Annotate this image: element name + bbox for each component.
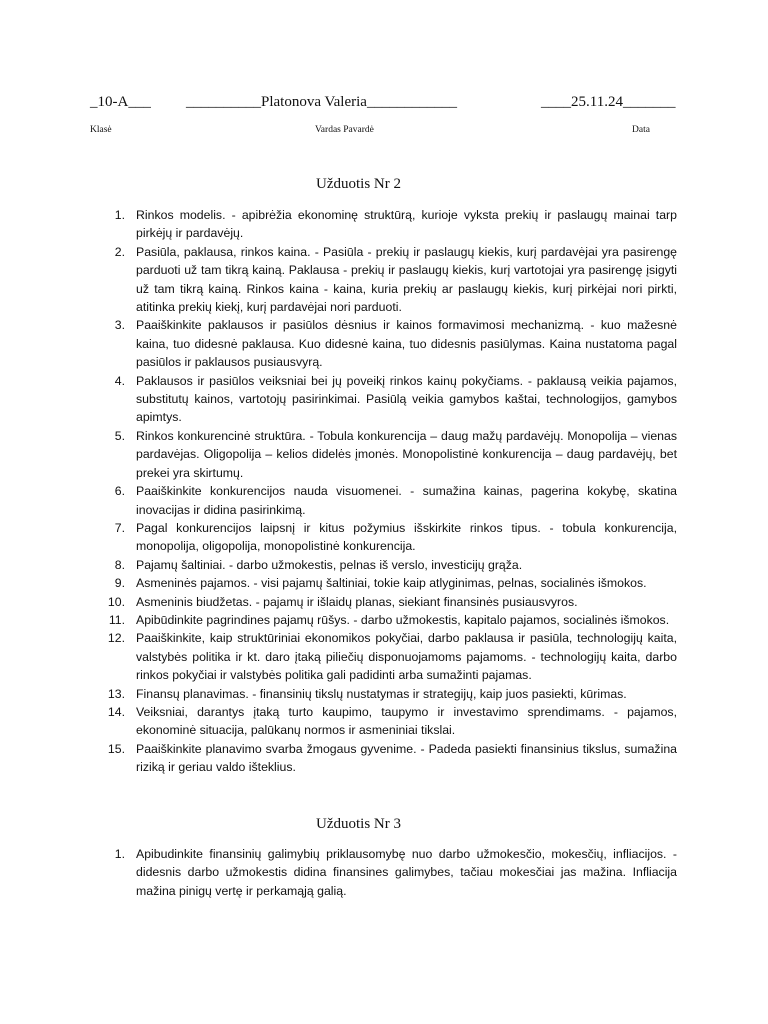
list-item [92, 243, 677, 317]
list-item-text: Veiksniai, darantys įtaką turto kaupimo, taupymo ir investavimo sprendimams. - pajamos, ekonominė situacija, palūkanų normos ir asmeniniai tikslai. [136, 704, 677, 738]
list-item-number: 1. [114, 208, 125, 222]
class-field: _10-A___ [90, 94, 151, 110]
list-item-number: 7. [114, 520, 125, 535]
list-item-text: Paaiškinkite, kaip struktūriniai ekonomikos pokyčiai, darbo paklausa ir pasiūla, technologijų kaita, valstybės politika ir kt. daro įtaką piliečių disponuojamoms pajamoms. - technologijų kaita, darbo rinkos pokyčiai ir valstybės politika gali padidinti arba sumažinti pajamas. [136, 631, 677, 683]
list-item [92, 372, 677, 427]
task3-title: Užduotis Nr 3 [316, 816, 401, 832]
name-field: __________Platonova Valeria____________ [186, 94, 457, 110]
list-item [92, 556, 677, 574]
list-item-text: Paaiškinkite paklausos ir pasiūlos dėsnius ir kainos formavimosi mechanizmą. - kuo mažesnė kaina, tuo didesnė paklausa. Kuo didesnė kaina, tuo didesnis pasiūlymas. Kaina nustatoma pagal pasiūlos ir paklausos pusiausvyrą. [136, 318, 677, 370]
list-item [92, 629, 677, 684]
date-label: Data [632, 125, 650, 135]
list-item [92, 519, 677, 556]
list-item [92, 427, 677, 482]
list-item-number: 6. [114, 484, 125, 499]
list-item-text: Paaiškinkite konkurencijos nauda visuomenei. - sumažina kainas, pagerina kokybę, skatina inovacijas ir didina pasirinkimą. [136, 484, 677, 517]
list-item-number: 10. [107, 594, 125, 609]
list-item-text: Rinkos modelis. - apibrėžia ekonominę struktūrą, kurioje vyksta prekių ir paslaugų mainai tarp pirkėjų ir pardavėjų. [136, 208, 677, 241]
list-item [92, 845, 677, 900]
list-item-text: Pagal konkurencijos laipsnį ir kitus požymius išskirkite rinkos tipus. - tobula konkurencija, monopolija, oligopolija, monopolistinė konkurencija. [136, 520, 677, 554]
list-item-number: 2. [114, 244, 125, 259]
list-item-number: 13. [107, 686, 125, 701]
list-item-text: Rinkos konkurencinė struktūra. - Tobula konkurencija – daug mažų pardavėjų. Monopolija – vienas pardavėjas. Oligopolija – kelios didelės įmonės. Monopolistinė konkurencija – daug pardavėjų, bet prekei yra skirtumų. [136, 428, 677, 480]
list-item [92, 316, 677, 371]
date-field: ____25.11.24_______ [541, 94, 676, 110]
list-item-text: Asmeninės pajamos. - visi pajamų šaltiniai, tokie kaip atlyginimas, pelnas, socialinės išmokos. [136, 576, 647, 591]
list-item-text: Apibūdinkite pagrindines pajamų rūšys. - darbo užmokestis, kapitalo pajamos, socialinės išmokos. [136, 612, 670, 627]
list-item-text: Finansų planavimas. - finansinių tikslų nustatymas ir strategijų, kaip juos pasiekti, kūrimas. [136, 686, 627, 701]
name-label: Vardas Pavardė [315, 125, 374, 135]
list-item-text: Paklausos ir pasiūlos veiksniai bei jų poveikį rinkos kainų pokyčiams. - paklausą veikia pajamos, substitutų kainos, vartotojų pasirinkimai. Pasiūlą veikia gamybos kaštai, technologijos, gamybos apimtys. [136, 373, 677, 425]
list-item-number: 15. [107, 741, 125, 756]
list-item [92, 740, 677, 777]
list-item-number: 9. [114, 576, 125, 591]
task3-list [92, 845, 677, 900]
list-item [92, 206, 677, 243]
list-item-number: 1. [114, 847, 125, 861]
list-item [92, 611, 677, 629]
list-item-number: 11. [108, 612, 125, 627]
list-item [92, 685, 677, 703]
list-item-number: 5. [114, 428, 125, 443]
list-item-text: Pasiūla, paklausa, rinkos kaina. - Pasiūla - prekių ir paslaugų kiekis, kurį pardavėjai yra pasirengę parduoti už tam tikrą kainą. Paklausa - prekių ir paslaugų kiekis, kurį vartotojai yra pasirengę įsigyti už tam tikrą kainą. Rinkos kaina - kaina, kuria prekių ar paslaugų kiekis, kurį pirkėjai nori pirkti, atitinka prekių kiekį, kurį pardavėjai nori parduoti. [136, 244, 677, 315]
class-label: Klasė [90, 125, 112, 135]
task2-title: Užduotis Nr 2 [316, 176, 401, 192]
list-item [92, 593, 677, 611]
list-item [92, 482, 677, 519]
task2-list [92, 206, 677, 777]
list-item [92, 574, 677, 592]
list-item-number: 12. [107, 631, 125, 646]
list-item-text: Paaiškinkite planavimo svarba žmogaus gyvenime. - Padeda pasiekti finansinius tikslus, sumažina riziką ir geriau valdo išteklius. [136, 741, 677, 775]
list-item-text: Apibudinkite finansinių galimybių priklausomybę nuo darbo užmokesčio, mokesčių, infliacijos. - didesnis darbo užmokestis didina finansines galimybes, tačiau mokesčiai jas mažina. Infliacija mažina pinigų vertę ir perkamąją galią. [136, 847, 677, 898]
list-item-text: Pajamų šaltiniai. - darbo užmokestis, pelnas iš verslo, investicijų grąža. [136, 557, 523, 572]
list-item-text: Asmeninis biudžetas. - pajamų ir išlaidų planas, siekiant finansinės pusiausvyros. [136, 594, 578, 609]
list-item-number: 14. [107, 704, 125, 719]
list-item [92, 703, 677, 740]
list-item-number: 3. [114, 318, 125, 333]
list-item-number: 8. [114, 557, 125, 572]
list-item-number: 4. [114, 373, 125, 388]
